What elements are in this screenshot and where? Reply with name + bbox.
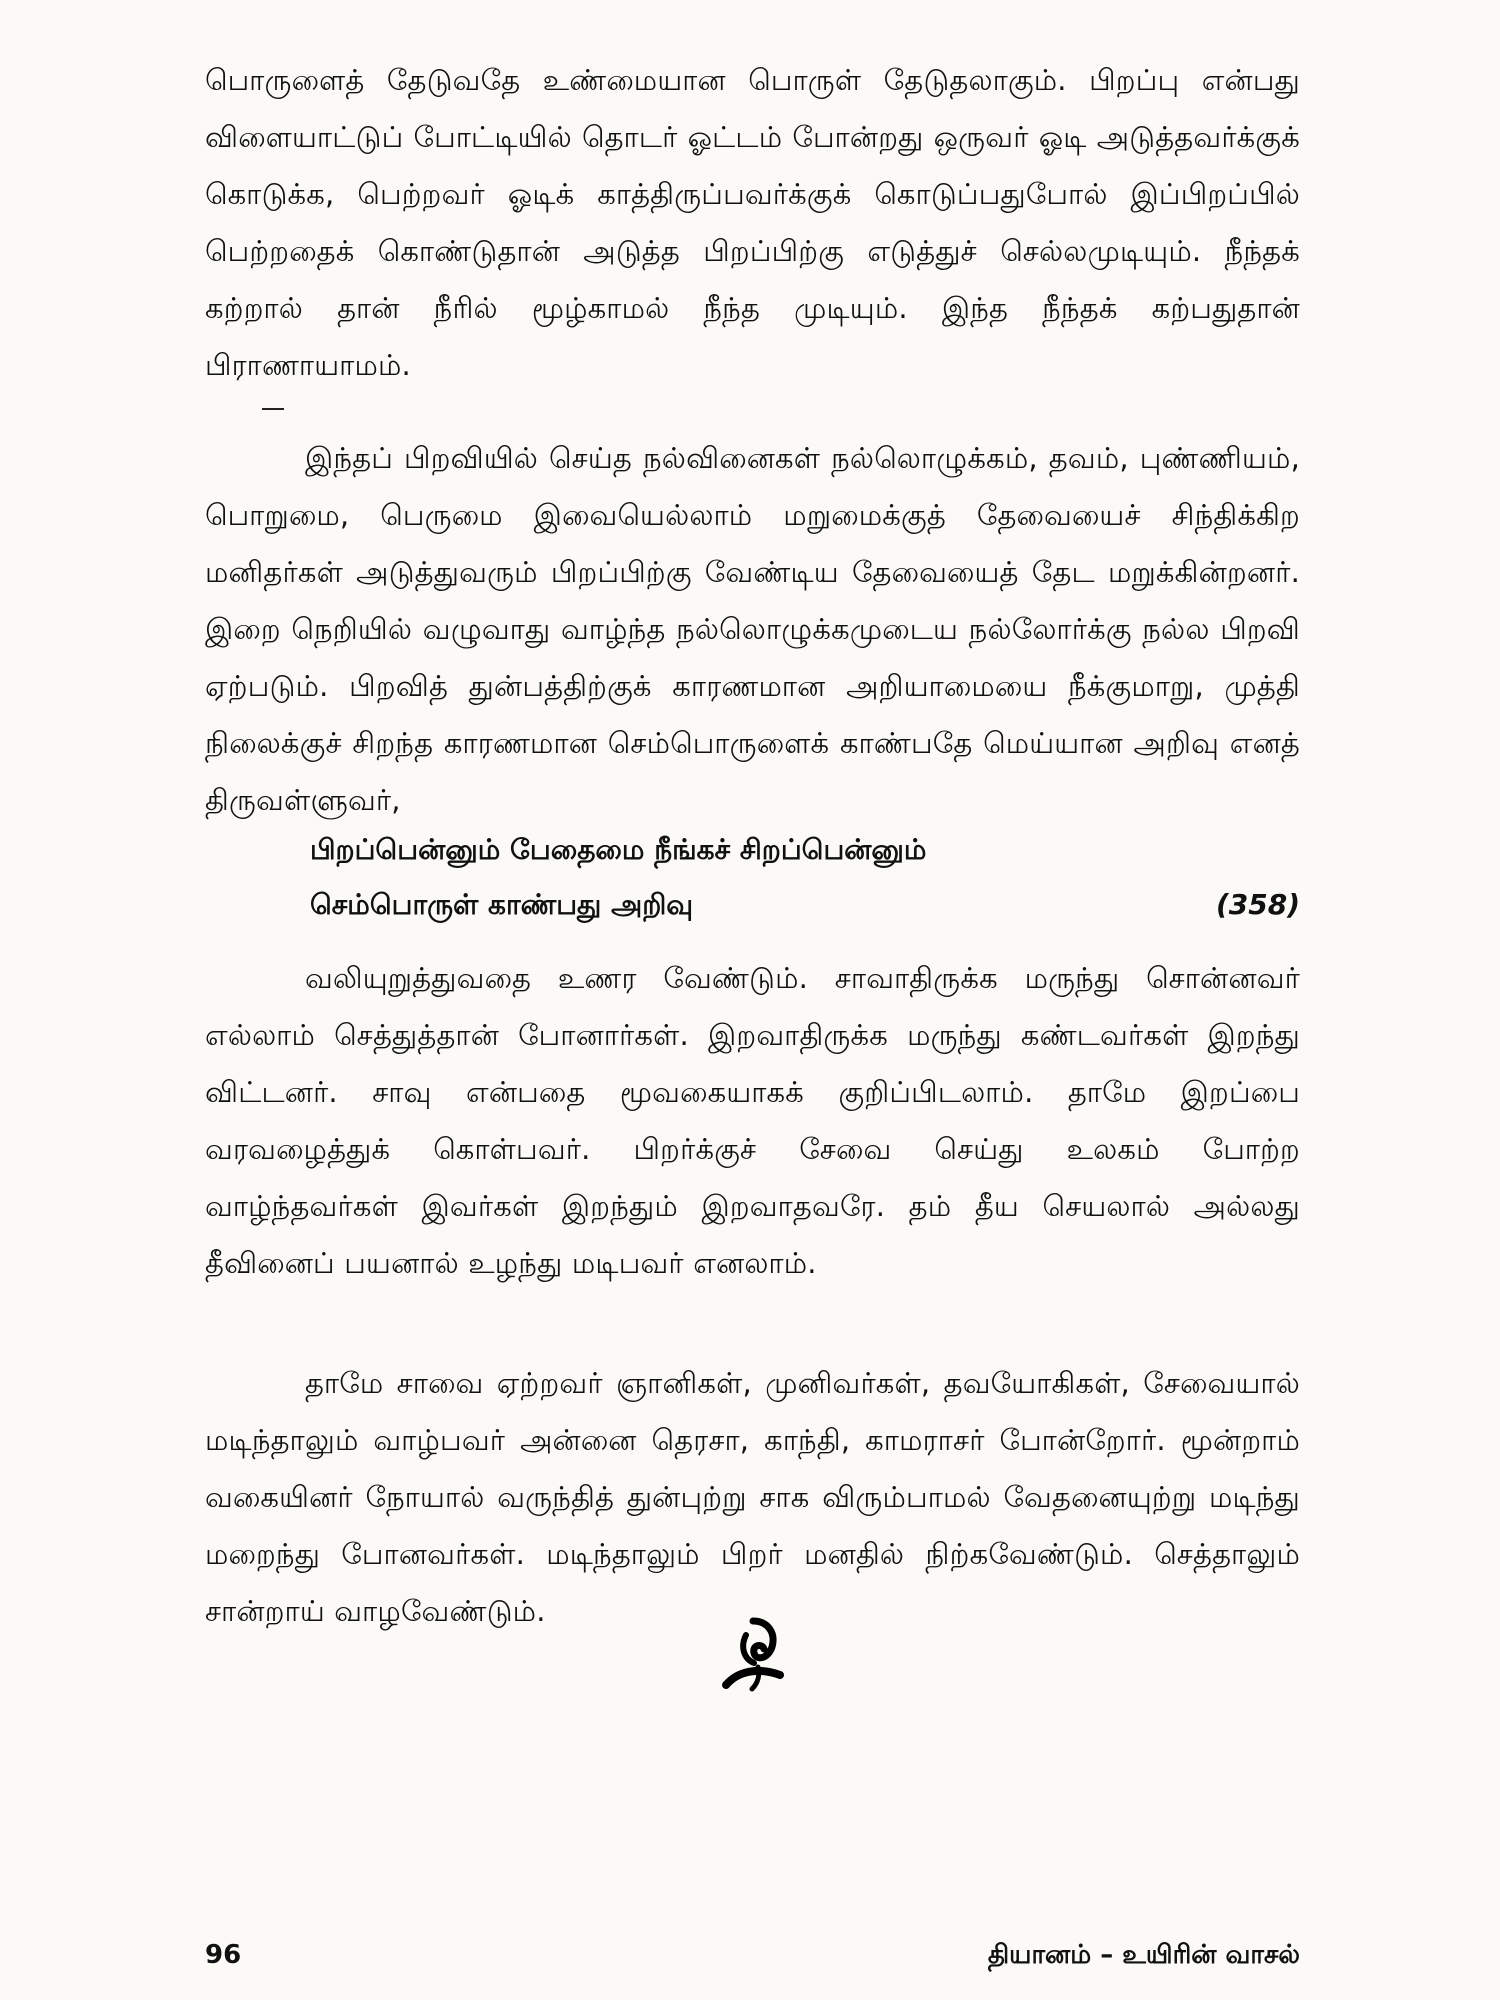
hand-drawn-flourish-icon [718, 1615, 788, 1695]
kural-couplet-line-1 [310, 825, 1300, 875]
paragraph-4-text: தாமே சாவை ஏற்றவர் ஞானிகள், முனிவர்கள், தவயோகிகள், சேவையால் மடிந்தாலும் வாழ்பவர் அன்னை தெரசா, காந்தி, காமராசர் போன்றோர். மூன்றாம் வகையினர் நோயால் வருந்தித் துன்புற்று சாக விரும்பாமல் வேதனையுற்று மடிந்து மறைந்து போனவர்கள். மடிந்தாலும் பிறர் மனதில் நிற்கவேண்டும். செத்தாலும் சான்றாய் வாழவேண்டும். [205, 1366, 1300, 1628]
paragraph-3-text: வலியுறுத்துவதை உணர வேண்டும். சாவாதிருக்க மருந்து சொன்னவர் எல்லாம் செத்துத்தான் போனார்கள். இறவாதிருக்க மருந்து கண்டவர்கள் இறந்து விட்டனர். சாவு என்பதை மூவகையாகக் குறிப்பிடலாம். தாமே இறப்பை வரவழைத்துக் கொள்பவர். பிறர்க்குச் சேவை செய்து உலகம் போற்ற வாழ்ந்தவர்கள் இவர்கள் இறந்தும் இறவாதவரே. தம் தீய செயலால் அல்லது தீவினைப் பயனால் உழந்து மடிபவர் எனலாம். [205, 961, 1300, 1280]
kural-line-2-text: செம்பொருள் காண்பது அறிவு [310, 888, 694, 921]
paragraph-2-text: இந்தப் பிறவியில் செய்த நல்வினைகள் நல்லொழுக்கம், தவம், புண்ணியம், பொறுமை, பெருமை இவையெல்லாம் மறுமைக்குத் தேவையைச் சிந்திக்கிற மனிதர்கள் அடுத்துவரும் பிறப்பிற்கு வேண்டிய தேவையைத் தேட மறுக்கின்றனர். இறை நெறியில் வழுவாது வாழ்ந்த நல்லொழுக்கமுடைய நல்லோர்க்கு நல்ல பிறவி ஏற்படும். பிறவித் துன்பத்திற்குக் காரணமான அறியாமையை நீக்குமாறு, முத்தி நிலைக்குச் சிறந்த காரணமான செம்பொருளைக் காண்பதே மெய்யான அறிவு எனத் திருவள்ளுவர், [205, 441, 1300, 817]
page-number: 96 [205, 1940, 242, 1970]
running-title: தியானம் – உயிரின் வாசல் [987, 1940, 1300, 1970]
page-footer [205, 1940, 1300, 1973]
paragraph-1 [205, 52, 1300, 394]
stray-dash-mark [262, 408, 284, 410]
paragraph-1-text: பொருளைத் தேடுவதே உண்மையான பொருள் தேடுதலாகும். பிறப்பு என்பது விளையாட்டுப் போட்டியில் தொடர் ஓட்டம் போன்றது ஒருவர் ஓடி அடுத்தவர்க்குக் கொடுக்க, பெற்றவர் ஓடிக் காத்திருப்பவர்க்குக் கொடுப்பதுபோல் இப்பிறப்பில் பெற்றதைக் கொண்டுதான் அடுத்த பிறப்பிற்கு எடுத்துச் செல்லமுடியும். நீந்தக் கற்றால் தான் நீரில் மூழ்காமல் நீந்த முடியும். இந்த நீந்தக் கற்பதுதான் பிராணாயாமம். [205, 63, 1300, 382]
kural-couplet-line-2 [310, 880, 1300, 930]
paragraph-3 [205, 950, 1300, 1292]
paragraph-4 [205, 1355, 1300, 1640]
kural-number: (358) [1215, 888, 1300, 921]
kural-line-1-text: பிறப்பென்னும் பேதைமை நீங்கச் சிறப்பென்னும் [310, 833, 927, 866]
paragraph-2 [205, 430, 1300, 829]
